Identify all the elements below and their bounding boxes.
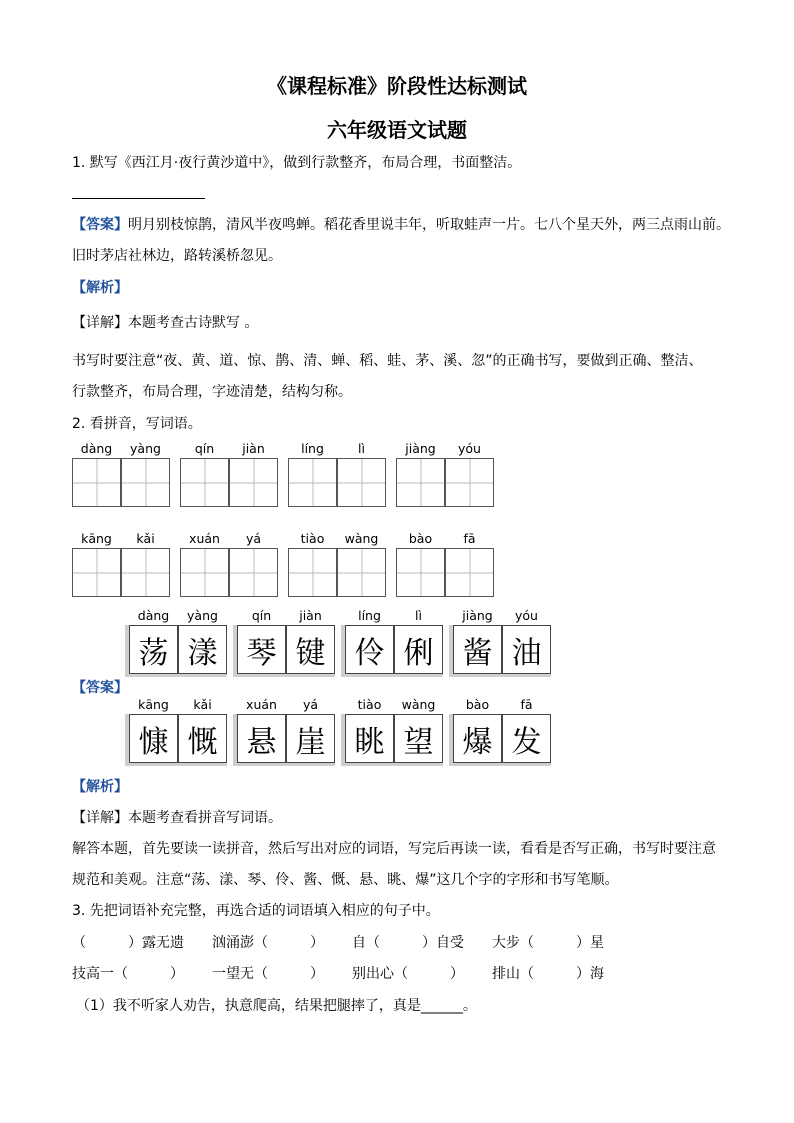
cell-group-shadow — [341, 625, 345, 677]
q3-word-3: 自（ ）自受 — [352, 935, 464, 951]
detail-tag: 【详解】 — [72, 315, 128, 331]
pinyin-label: qín — [251, 608, 272, 623]
cell-group-shadow — [125, 674, 227, 677]
answer-char-cell: 发 — [502, 714, 551, 763]
q3-word-4: 大步（ ）星 — [492, 935, 604, 951]
answer-char-cell: 琴 — [237, 625, 286, 674]
pinyin-label: xuán — [189, 531, 220, 546]
cell-group-shadow — [341, 714, 345, 766]
writing-box[interactable] — [180, 548, 229, 597]
cell-group-shadow — [125, 763, 227, 766]
cell-group-shadow — [449, 674, 551, 677]
q1-answer-line1 — [72, 214, 730, 234]
writing-box[interactable] — [445, 458, 494, 507]
answer-char-cell: 爆 — [453, 714, 502, 763]
pinyin-label: yàng — [187, 608, 218, 623]
writing-box[interactable] — [72, 458, 121, 507]
pinyin-label: tiào — [357, 697, 382, 712]
q1-detail-text: 本题考查古诗默写 。 — [128, 315, 259, 331]
cell-group-shadow — [449, 763, 551, 766]
writing-box[interactable] — [288, 548, 337, 597]
answer-blank-line — [72, 198, 205, 199]
answer-char-cell: 崖 — [286, 714, 335, 763]
cell-group-shadow — [125, 625, 129, 677]
pinyin-label: qín — [194, 441, 215, 456]
pinyin-label: yóu — [458, 441, 481, 456]
answer-char-cell: 伶 — [345, 625, 394, 674]
pinyin-label: jiàng — [405, 441, 436, 456]
answer-char-cell: 漾 — [178, 625, 227, 674]
q1-detail — [72, 312, 258, 332]
pinyin-label: kǎi — [136, 531, 155, 546]
pinyin-label: lì — [358, 441, 365, 456]
q1-explain-line2: 行款整齐，布局合理，字迹清楚，结构匀称。 — [72, 384, 352, 400]
cell-group-shadow — [233, 674, 335, 677]
pinyin-label: jiàng — [462, 608, 493, 623]
q2-detail — [72, 807, 282, 827]
pinyin-label: lì — [415, 608, 422, 623]
answer-char-cell: 慷 — [129, 714, 178, 763]
q3-word-5: 技高一（ ） — [72, 966, 184, 982]
pinyin-label: bào — [465, 697, 490, 712]
q2-question: 2. 看拼音，写词语。 — [72, 416, 202, 432]
writing-box[interactable] — [288, 458, 337, 507]
pinyin-label: jiàn — [242, 441, 265, 456]
q1-analysis-tag: 【解析】 — [72, 280, 128, 296]
answer-char-cell: 望 — [394, 714, 443, 763]
writing-box[interactable] — [72, 548, 121, 597]
q3-sentence-1: （1）我不听家人劝告，执意爬高，结果把腿摔了，真是______。 — [76, 998, 477, 1014]
page-title: 《课程标准》阶段性达标测试 — [267, 74, 527, 98]
q3-question: 3. 先把词语补充完整，再选合适的词语填入相应的句子中。 — [72, 903, 440, 919]
pinyin-label: jiàn — [299, 608, 322, 623]
pinyin-label: kāng — [138, 697, 169, 712]
q2-analysis-tag: 【解析】 — [72, 779, 128, 795]
writing-box[interactable] — [121, 458, 170, 507]
q1-answer-text1: 明月别枝惊鹊，清风半夜鸣蝉。稻花香里说丰年，听取蛙声一片。七八个星天外，两三点雨山前。 — [128, 217, 730, 233]
q1-answer-line2: 旧时茅店社林边，路转溪桥忽见。 — [72, 248, 282, 264]
q3-word-7: 别出心（ ） — [352, 966, 464, 982]
pinyin-label: yóu — [515, 608, 538, 623]
page-subtitle: 六年级语文试题 — [327, 118, 467, 142]
cell-group-shadow — [341, 763, 443, 766]
pinyin-label: dàng — [137, 608, 170, 623]
cell-group-shadow — [233, 763, 335, 766]
pinyin-label: yá — [245, 531, 262, 546]
pinyin-label: líng — [301, 441, 324, 456]
pinyin-label: líng — [358, 608, 381, 623]
pinyin-label: bào — [408, 531, 433, 546]
q3-word-6: 一望无（ ） — [212, 966, 324, 982]
pinyin-label: fā — [463, 531, 476, 546]
answer-char-cell: 悬 — [237, 714, 286, 763]
q3-word-2: 汹涌澎（ ） — [212, 935, 324, 951]
answer-char-cell: 眺 — [345, 714, 394, 763]
cell-group-shadow — [125, 714, 129, 766]
cell-group-shadow — [449, 714, 453, 766]
pinyin-label: wàng — [344, 531, 379, 546]
pinyin-label: wàng — [401, 697, 436, 712]
q3-word-1: （ ）露无遗 — [72, 935, 184, 951]
answer-char-cell: 酱 — [453, 625, 502, 674]
pinyin-label: fā — [520, 697, 533, 712]
writing-box[interactable] — [396, 458, 445, 507]
answer-char-cell: 油 — [502, 625, 551, 674]
answer-char-cell: 俐 — [394, 625, 443, 674]
answer-char-cell: 慨 — [178, 714, 227, 763]
writing-box[interactable] — [229, 458, 278, 507]
pinyin-label: dàng — [80, 441, 113, 456]
cell-group-shadow — [341, 674, 443, 677]
writing-box[interactable] — [180, 458, 229, 507]
answer-char-cell: 荡 — [129, 625, 178, 674]
cell-group-shadow — [233, 714, 237, 766]
pinyin-label: xuán — [246, 697, 277, 712]
cell-group-shadow — [449, 625, 453, 677]
pinyin-label: yàng — [130, 441, 161, 456]
answer-tag: 【答案】 — [72, 217, 128, 233]
pinyin-label: kǎi — [193, 697, 212, 712]
writing-box[interactable] — [121, 548, 170, 597]
writing-box[interactable] — [337, 458, 386, 507]
writing-box[interactable] — [229, 548, 278, 597]
pinyin-label: tiào — [300, 531, 325, 546]
q2-answer-tag: 【答案】 — [72, 680, 128, 696]
pinyin-label: kāng — [81, 531, 112, 546]
detail-tag: 【详解】 — [72, 810, 128, 826]
q2-detail-text: 本题考查看拼音写词语。 — [128, 810, 282, 826]
q1-explain-line1: 书写时要注意“夜、黄、道、惊、鹊、清、蝉、稻、蛙、茅、溪、忽”的正确书写，要做到正确、整洁、 — [72, 353, 703, 369]
q2-explain-line2: 规范和美观。注意“荡、漾、琴、伶、酱、慨、悬、眺、爆”这几个字的字形和书写笔顺。 — [72, 872, 619, 888]
writing-box[interactable] — [396, 548, 445, 597]
writing-box[interactable] — [337, 548, 386, 597]
q1-question: 1. 默写《西江月·夜行黄沙道中》，做到行款整齐，布局合理，书面整洁。 — [72, 155, 522, 171]
writing-box[interactable] — [445, 548, 494, 597]
pinyin-label: yá — [302, 697, 319, 712]
answer-char-cell: 键 — [286, 625, 335, 674]
q2-explain-line1: 解答本题，首先要读一读拼音，然后写出对应的词语，写完后再读一读，看看是否写正确，书写时要注意 — [72, 841, 716, 857]
cell-group-shadow — [233, 625, 237, 677]
q3-word-8: 排山（ ）海 — [492, 966, 604, 982]
